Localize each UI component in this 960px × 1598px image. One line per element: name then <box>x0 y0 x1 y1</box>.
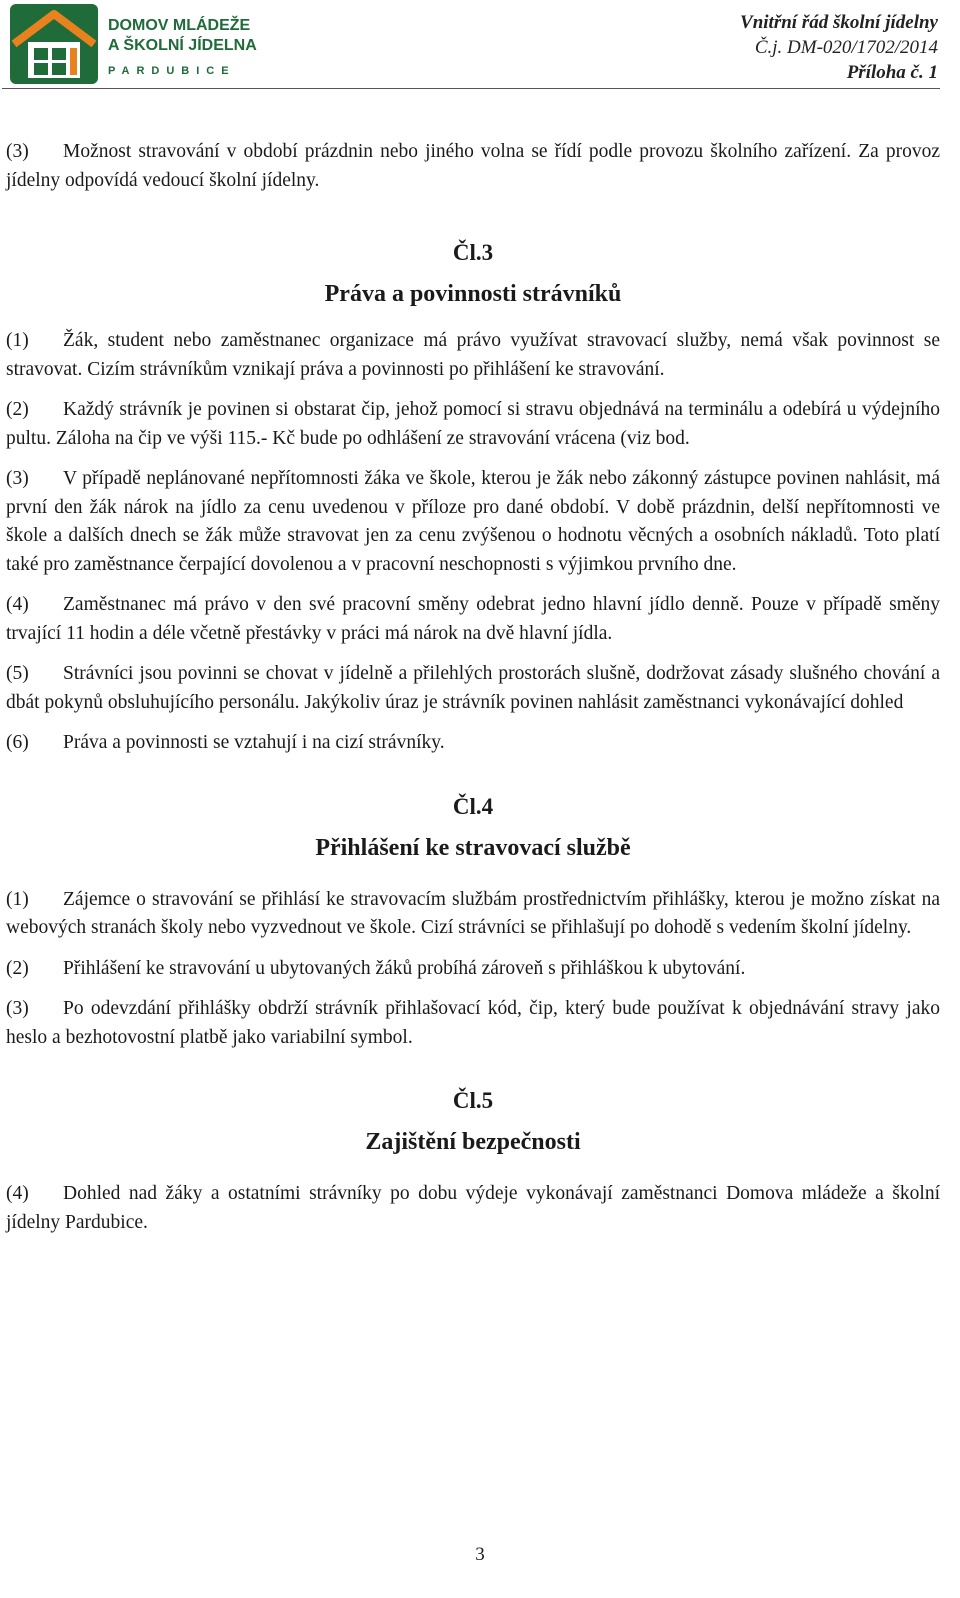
paragraph <box>6 995 940 1052</box>
paragraph-number: (6) <box>6 732 29 753</box>
appendix-label: Příloha č. 1 <box>846 62 938 83</box>
paragraph <box>6 955 940 984</box>
page-number: 3 <box>475 1544 485 1565</box>
house-icon <box>10 4 98 84</box>
paragraph <box>6 591 940 648</box>
paragraph-text: Práva a povinnosti se vztahují i na cizí strávníky. <box>63 732 445 753</box>
paragraph-text: Možnost stravování v období prázdnin nebo jiného volna se řídí podle provozu školního zařízení. Za provoz jídelny odpovídá vedoucí školní jídelny. <box>6 141 940 191</box>
chapter-title: Přihlášení ke stravovací službě <box>315 834 631 861</box>
paragraph-text: Po odevzdání přihlášky obdrží strávník přihlašovací kód, čip, který bude používat k objednávání stravy jako heslo a bezhotovostní platbě jako variabilní symbol. <box>6 998 940 1048</box>
page-header <box>0 0 960 92</box>
paragraph-text: V případě neplánované nepřítomnosti žáka ve škole, kterou je žák nebo zákonný zástupce povinen nahlásit, má první den žák nárok na jídlo za cenu uvedenou v příloze pro dané období. V době prázdnin, delší nepřítomnosti ve škole a dalších dnech se žák může stravovat jen za cenu zvýšenou o hodnotu věcných a osobních nákladů. Toto platí také pro zaměstnance čerpající dovolenou a v pracovní neschopnosti s výjimkou prvního dne. <box>6 468 940 575</box>
paragraph-text: Dohled nad žáky a ostatními strávníky po dobu výdeje vykonávají zaměstnanci Domova mládeže a školní jídelny Pardubice. <box>6 1183 940 1233</box>
paragraph <box>6 660 940 717</box>
paragraph <box>6 465 940 579</box>
document-title: Vnitřní řád školní jídelny <box>740 12 938 33</box>
paragraph-number: (1) <box>6 888 29 910</box>
paragraph-number: (4) <box>6 594 29 615</box>
paragraph <box>6 729 940 758</box>
logo-line2: A ŠKOLNÍ JÍDELNA <box>108 37 257 54</box>
chapter-label: Čl.5 <box>452 1088 494 1113</box>
chapter-label: Čl.4 <box>452 793 494 819</box>
paragraph <box>6 1180 940 1237</box>
header-divider <box>2 88 940 89</box>
reference-number: Č.j. DM-020/1702/2014 <box>754 37 938 58</box>
paragraph-text: Každý strávník je povinen si obstarat čip, jehož pomocí si stravu objednává na terminálu a odebírá u výdejního pultu. Záloha na čip ve výši 115.- Kč bude po odhlášení ze stravování vrácena (viz bod. <box>6 399 940 449</box>
paragraph <box>6 886 940 943</box>
chapter-title: Zajištění bezpečnosti <box>365 1129 581 1155</box>
paragraph-text: Přihlášení ke stravování u ubytovaných žáků probíhá zároveň s přihláškou k ubytování. <box>63 957 746 979</box>
paragraph-text: Strávníci jsou povinni se chovat v jídelně a přilehlých prostorách slušně, dodržovat zásady slušného chování a dbát pokynů obsluhujícího personálu. Jakýkoliv úraz je strávník povinen nahlásit zaměstnanci vykonávající dohled <box>6 663 940 713</box>
paragraph-number: (3) <box>6 998 29 1019</box>
paragraph-number: (2) <box>6 399 29 420</box>
document-body <box>6 138 940 1237</box>
paragraph <box>6 327 940 384</box>
paragraph-text: Žák, student nebo zaměstnanec organizace má právo využívat stravovací služby, nemá však povinnost se stravovat. Cizím strávníkům vznikají práva a povinnosti po přihlášení ke stravování. <box>6 330 940 380</box>
chapter-title: Práva a povinnosti strávníků <box>324 281 622 307</box>
paragraph-text: Zájemce o stravování se přihlásí ke stravovacím službám prostřednictvím přihlášky, kterou je možno získat na webových stranách školy nebo vyzvednout ve škole. Cizí strávníci se přihlašují po dohodě s vedením školní jídelny. <box>6 888 940 938</box>
paragraph-text: Zaměstnanec má právo v den své pracovní směny odebrat jedno hlavní jídlo denně. Pouze v případě směny trvající 11 hodin a déle včetně přestávky v práci má nárok na dvě hlavní jídla. <box>6 594 940 644</box>
paragraph-number: (3) <box>6 141 29 162</box>
chapter-label: Čl.3 <box>452 240 494 265</box>
paragraph-number: (3) <box>6 468 29 489</box>
logo-city: PARDUBICE <box>108 65 236 77</box>
paragraph <box>6 396 940 453</box>
document-meta <box>740 10 938 85</box>
paragraph <box>6 138 940 195</box>
paragraph-number: (1) <box>6 330 29 351</box>
paragraph-number: (2) <box>6 957 29 979</box>
school-logo <box>10 4 257 86</box>
paragraph-number: (4) <box>6 1183 29 1204</box>
paragraph-number: (5) <box>6 663 29 684</box>
logo-line1: DOMOV MLÁDEŽE <box>108 17 251 34</box>
